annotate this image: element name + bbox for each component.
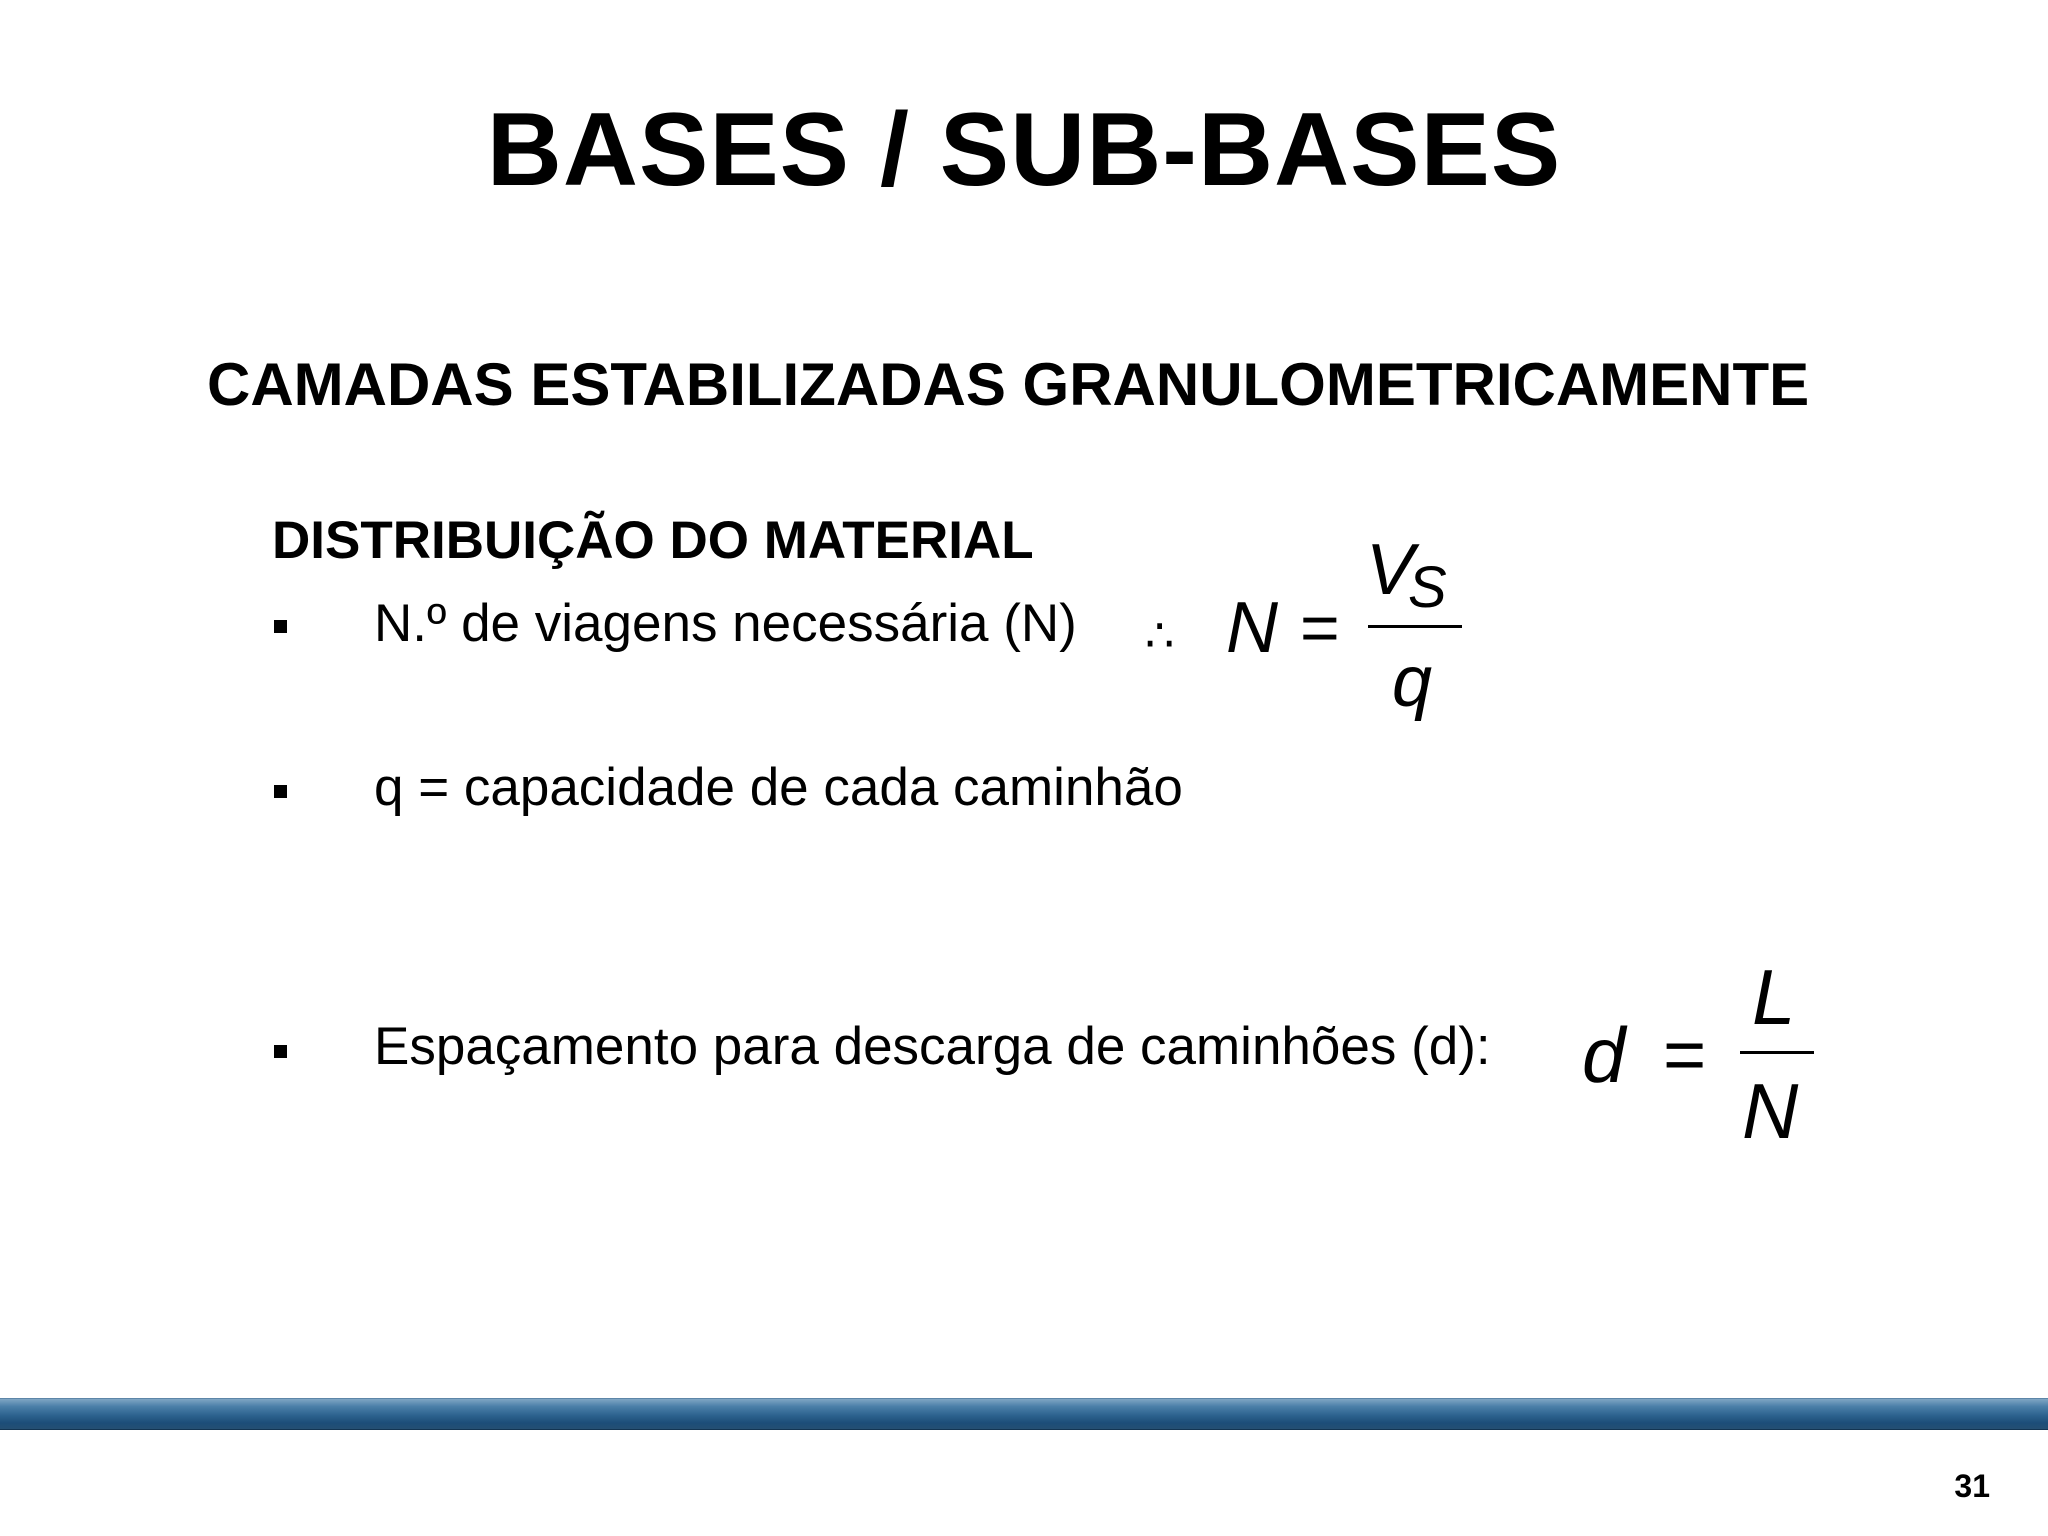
formula-d-numerator: L xyxy=(1752,953,1796,1041)
therefore-symbol: ∴ xyxy=(1145,608,1175,662)
slide-title: BASES / SUB-BASES xyxy=(486,92,1562,208)
formula-d-denominator: N xyxy=(1742,1067,1799,1155)
formula-n-equals: = xyxy=(1300,590,1340,666)
formula-n-denominator: q xyxy=(1392,642,1433,722)
bullet-marker xyxy=(274,1045,287,1058)
formula-n-numerator-subscript: S xyxy=(1408,555,1447,620)
formula-d-lhs: d xyxy=(1582,1011,1626,1099)
list-item-capacidade: q = capacidade de cada caminhão xyxy=(374,758,1183,817)
section-heading: DISTRIBUIÇÃO DO MATERIAL xyxy=(272,511,1034,570)
page-number: 31 xyxy=(1954,1468,1990,1504)
list-item-espacamento: Espaçamento para descarga de caminhões (d): xyxy=(374,1017,1491,1076)
footer-bar xyxy=(0,1398,2048,1430)
list-item-viagens: N.º de viagens necessária (N) xyxy=(374,594,1077,653)
bullet-marker xyxy=(274,785,287,798)
formula-n-fraction-bar xyxy=(1368,625,1462,628)
formula-n-numerator: V xyxy=(1366,530,1415,610)
formula-n-lhs: N xyxy=(1226,588,1278,668)
formula-d-equals: = xyxy=(1663,1013,1707,1096)
formula-d-fraction-bar xyxy=(1740,1051,1814,1054)
slide-subtitle: CAMADAS ESTABILIZADAS GRANULOMETRICAMENTE xyxy=(207,351,1810,418)
bullet-marker xyxy=(274,620,287,633)
